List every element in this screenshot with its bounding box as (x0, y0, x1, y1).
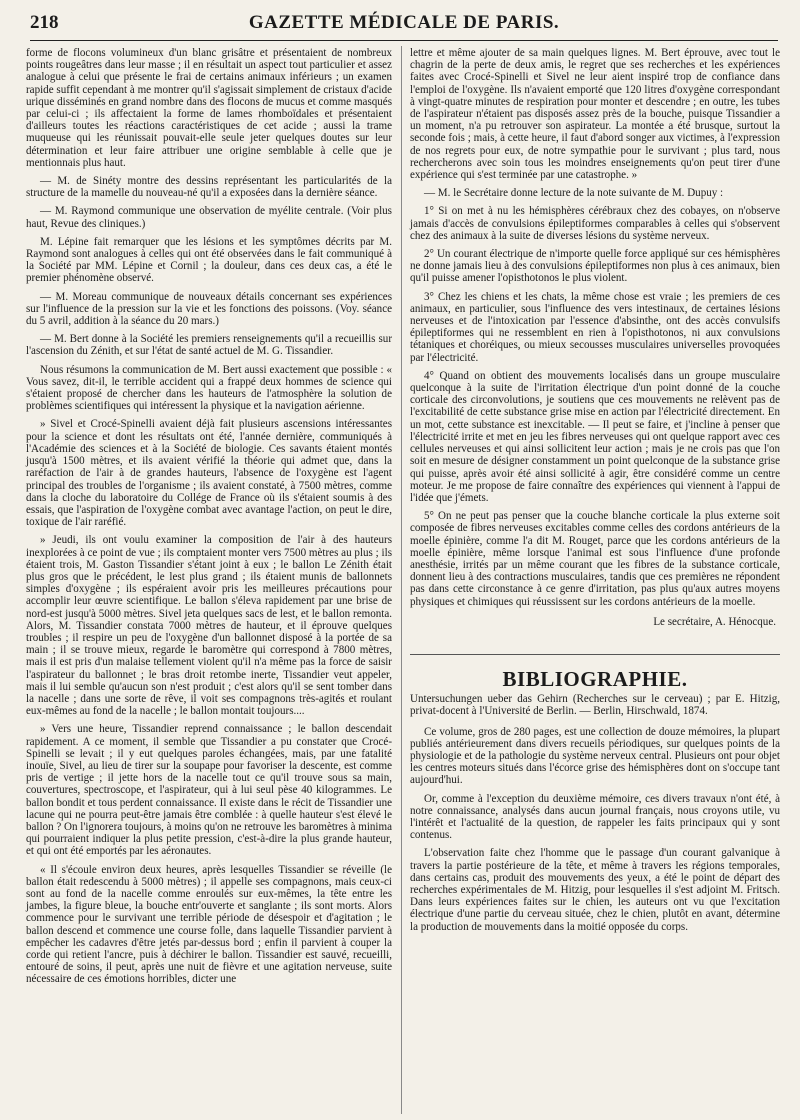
paragraph: 2° Un courant électrique de n'importe quelle force appliqué sur ces hémisphères ne donne jamais lieu à des convulsions épileptiformes non plus à ces animaux, bien qu'il puisse amener l'opisthotonos le plus violent. (410, 248, 780, 285)
paragraph: M. Lépine fait remarquer que les lésions et les symptômes décrits par M. Raymond sont analogues à celles qui ont été observées dans le fait communiqué à la Société par MM. Lépine et Cornil ; la douleur, dans ces deux cas, a été le premier phénomène observé. (26, 235, 392, 285)
paragraph: « Il s'écoule environ deux heures, après lesquelles Tissandier se réveille (le ballon était redescendu à 5000 mètres) ; il appelle ses compagnons, mais ceux-ci sont au fond de la nacelle comme enroulés sur eux-mêmes, la tête entre les jambes, la figure bleue, la bouche entr'ouverte et sanglante ; ils sont morts. Alors commence pour le survivant une terrible période de désespoir et d'agitation ; le ballon descend et commence une course folle, dans laquelle Tissandier parvient à empêcher les cadavres d'être jetés par-dessus bord ; enfin il parvient à couper la corde qui retient l'ancre, puis à déchirer le ballon. Tissandier est sauvé, recueilli, entouré de soins, il peut, après une nuit de fièvre et une agitation nerveuse, suite nécessaire de ces émotions horribles, dicter une (26, 863, 392, 986)
paragraph: — M. Raymond communique une observation de myélite centrale. (Voir plus haut, Revue des cliniques.) (26, 205, 392, 230)
column-divider (401, 46, 402, 1114)
paragraph: forme de flocons volumineux d'un blanc grisâtre et présentaient de nombreux points rougeâtres dans leur masse ; il en résultait un aspect tout particulier et assez analogue à celui que présente le frai de certains animaux inférieurs ; un examen rapide suffit cependant à me montrer qu'il s'agissait simplement de cristaux d'acide urique disséminés en grand nombre dans des flocons de mucus et comme masqués par celui-ci ; ils affectaient la forme de lames rhomboïdales et présentaient d'ailleurs toutes les réactions caractéristiques de cet acide ; aussi la trame muqueuse qui les réunissait pouvait-elle seule jeter quelques doutes sur leur détermination et leur faire attribuer une origine semblable à celle que je mentionnais plus haut. (26, 47, 392, 169)
signature: Le secrétaire, A. Hénocque. (653, 615, 776, 628)
paragraph: Nous résumons la communication de M. Bert aussi exactement que possible : « Vous savez, dit-il, le terrible accident qui a frappé deux hommes de science qui s'étaient proposé de chercher dans les hauteurs de l'atmosphère la solution de problèmes scientifiques qui intéressent la physique et la navigation aérienne. (26, 363, 392, 413)
paragraph: » Jeudi, ils ont voulu examiner la composition de l'air à des hauteurs inexplorées à ce point de vue ; ils comptaient monter vers 7500 mètres au plus ; ils étaient trois, M. Gaston Tissandier s'étant joint à eux ; le ballon Le Zénith était plus gros que le précédent, le lest plus grand ; ils étaient munis de ballonnets simples d'oxygène ; ils espéraient avoir pris les meilleures précautions pour accomplir leur œuvre scientifique. Le ballon s'éleva rapidement par une brise de nord-est jusqu'à 5000 mètres. Sivel jeta quelques sacs de lest, et le ballon remonta. Alors, M. Tissandier constata 7000 mètres de hauteur, et il éprouve quelques troubles ; il respire un peu de l'oxygène d'un ballonnet disposé à la portée de sa main ; il se trouve mieux, regarde le baromètre qui correspond à 7800 mètres, mais il est pris d'un malaise tellement violent qu'il n'a même pas la force de saisir l'aspirateur du ballonnet ; le bras droit retombe inerte, Tissandier veut appeler, mais il lui semble qu'aucun son n'est produit ; c'est alors qu'il se sent tomber dans la nacelle ; dans une sorte de rêve, il voit ses compagnons très-agités et roulant eux-mêmes au fond de la nacelle ; le ballon montait toujours.... (26, 534, 392, 718)
paragraph: Or, comme à l'exception du deuxième mémoire, ces divers travaux n'ont été, à notre connaissance, analysés dans aucun journal français, nous croyons utile, vu l'intérêt et l'actualité de la question, de rappeler les faits principaux qui y sont contenus. (410, 792, 780, 842)
page-number: 218 (30, 12, 59, 33)
paragraph: — M. le Secrétaire donne lecture de la note suivante de M. Dupuy : (424, 187, 724, 200)
paragraph: » Vers une heure, Tissandier reprend connaissance ; le ballon descendait rapidement. A ce moment, il semble que Tissandier a pu constater que Crocé-Spinelli se levait ; il y eut quelques paroles échangées, mais, par une fatalité inouïe, Sivel, au lieu de tirer sur la soupape pour favoriser la descente, est comme pris de vertige ; il jette hors de la nacelle tout ce qu'il trouve sous sa main, couvertures, spectroscope, et l'aspirateur, qui à lui seul pèse 40 kilogrammes. Le ballon bondit et tous perdent connaissance. Il existe dans le récit de Tissandier une lacune qui ne pourra peut-être jamais être comblée : à quelle hauteur s'est élevé le ballon ? On l'ignorera toujours, à moins qu'on ne retrouve les baromètres à minima qui pourraient indiquer la plus petite pression, c'est-à-dire la plus grande hauteur, et qui ont été emportés par les aéronautes. (26, 723, 392, 858)
paragraph: Ce volume, gros de 280 pages, est une collection de douze mémoires, la plupart publiés antérieurement dans divers recueils périodiques, sur quelques points de la physiologie et de la pathologie du système nerveux central. Plusieurs ont pour objet les centres moteurs situés dans l'écorce grise des hémisphères dont on s'occupe tant aujourd'hui. (410, 725, 780, 787)
paragraph: 3° Chez les chiens et les chats, la même chose est vraie ; les premiers de ces animaux, en particulier, sous l'influence des vers intestinaux, de certaines lésions nerveuses et de l'intoxication par l'essence d'absinthe, ont des accès convulsifs épileptiformes qui ne ressemblent en rien à l'opisthotonos, ni aux convulsions tétaniques et choréiques, ou mieux secousses musculaires universelles provoquées par l'électricité. (410, 290, 780, 364)
paragraph: 1° Si on met à nu les hémisphères cérébraux chez des cobayes, on n'observe jamais d'accès de convulsions épileptiformes comparables à celles qui s'observent chez des animaux à la suite de diverses lésions du système nerveux. (410, 205, 780, 242)
paragraph: — M. de Sinéty montre des dessins représentant les particularités de la structure de la mamelle du nouveau-né qu'il a exposées dans la dernière séance. (26, 175, 392, 200)
right-column (410, 47, 780, 939)
journal-title: GAZETTE MÉDICALE DE PARIS. (248, 12, 560, 33)
paragraph: 5° On ne peut pas penser que la couche blanche corticale la plus externe soit composée de fibres nerveuses excitables comme celles des cordons antérieurs de la moelle épinière, comme l'a dit M. Rouget, parce que les cordons antérieurs de la moelle épinière, même lorsque l'animal est sous l'influence d'une profonde anesthésie, irrités par un même courant que les fibres de la substance corticale, donnent lieu à des contractions musculaires, tandis que ces premières ne répondent pas dans cette circonstance à ce genre d'irritation, pas plus qu'aux autres moyens physiques et chimiques qui réussissent sur les cordons antérieurs de la moelle. (410, 510, 780, 608)
paragraph: — M. Moreau communique de nouveaux détails concernant ses expériences sur l'influence de la pression sur la vie et les fonctions des poissons. (Voy. séance du 5 avril, addition à la séance du 20 mars.) (26, 290, 392, 328)
paragraph: — M. Bert donne à la Société les premiers renseignements qu'il a recueillis sur l'ascension du Zénith, et sur l'état de santé actuel de M. G. Tissandier. (26, 333, 392, 358)
page-header (30, 10, 778, 41)
paragraph: 4° Quand on obtient des mouvements localisés dans un groupe musculaire quelconque à la suite de l'irritation électrique d'un point donné de la couche corticale des circonvolutions, je soutiens que ces mouvements ne relèvent pas de l'excitabilité de cette substance grise mise en action par l'électricité directement. En un mot, cette substance est inexcitable. — Il peut se faire, et j'incline à penser que l'électricité irrite et met en jeu les fibres nerveuses qui ont quelque rapport avec ces cellules nerveuses et qui ainsi sollicitent leur action ; mais je ne crois pas que l'on soit en mesure de désigner constamment un point quelconque de la substance grise qui puisse, après avoir été ainsi sollicité à agir, être considéré comme un centre moteur. Je me propose de faire connaître des expériences qui viennent à l'appui de l'idée que j'émets. (410, 369, 780, 504)
paragraph: L'observation faite chez l'homme que le passage d'un courant galvanique à travers la partie postérieure de la tête, et même à travers les régions temporales, dans certains cas, produit des mouvements des yeux, a été le point de départ des recherches expérimentales de M. Hitzig, pour lesquelles il s'est adjoint M. Fritsch. Dans leurs expériences faites sur le chien, les auteurs ont vu que l'excitation électrique d'une partie du cerveau située, chez le chien, plutôt en avant, détermine la production de mouvements dans la moitié opposée du corps. (410, 847, 780, 933)
paragraph: » Sivel et Crocé-Spinelli avaient déjà fait plusieurs ascensions intéressantes pour la science et dont les résultats ont été, l'année dernière, communiqués à l'Académie des sciences et à la Société de biologie. Ces savants étaient montés jusqu'à 1500 mètres, et ils avaient vérifié la théorie qui admet que, dans la raréfaction de l'air à de grandes hauteurs, l'absence de l'oxygène est l'agent principal des troubles de l'organisme ; ils avaient constaté, à 7500 mètres, comme dans la cloche du laboratoire du Collége de France où ils s'étaient soumis à des essais, que l'aspiration de l'oxygène combat avec avantage l'action, on peut le dire, toxique de l'air raréfié. (26, 418, 392, 529)
paragraph: lettre et même ajouter de sa main quelques lignes. M. Bert éprouve, avec tout le chagrin de la perte de deux amis, le regret que ses recherches et les expériences faites avec Crocé-Spinelli et Sivel ne leur aient inspiré trop de confiance dans l'emploi de l'oxygène. Ils n'avaient emporté que 120 litres d'oxygène correspondant à vingt-quatre minutes de respiration pour monter et descendre ; en outre, les tubes de l'aspirateur n'étaient pas disposés assez près de la bouche, puisque Tissandier a un moment, n'a pu retrouver son aspirateur. La montée a été brusque, surtout la seconde fois ; mais, à cette heure, il faut d'abord songer aux victimes, à l'expression de nos regrets pour eux, de notre sympathie pour le survivant ; plus tard, nous rechercherons avec soin tous les moindres enseignements qu'on peut tirer d'une expérience qui s'est terminée par une catastrophe. » (410, 47, 780, 182)
bibliographic-reference: Untersuchungen ueber das Gehirn (Recherches sur le cerveau) ; par E. Hitzig, privat-docent à l'Université de Berlin. — Berlin, Hirschwald, 1874. (410, 693, 780, 718)
section-heading: BIBLIOGRAPHIE. (410, 654, 780, 685)
left-column (26, 47, 392, 992)
